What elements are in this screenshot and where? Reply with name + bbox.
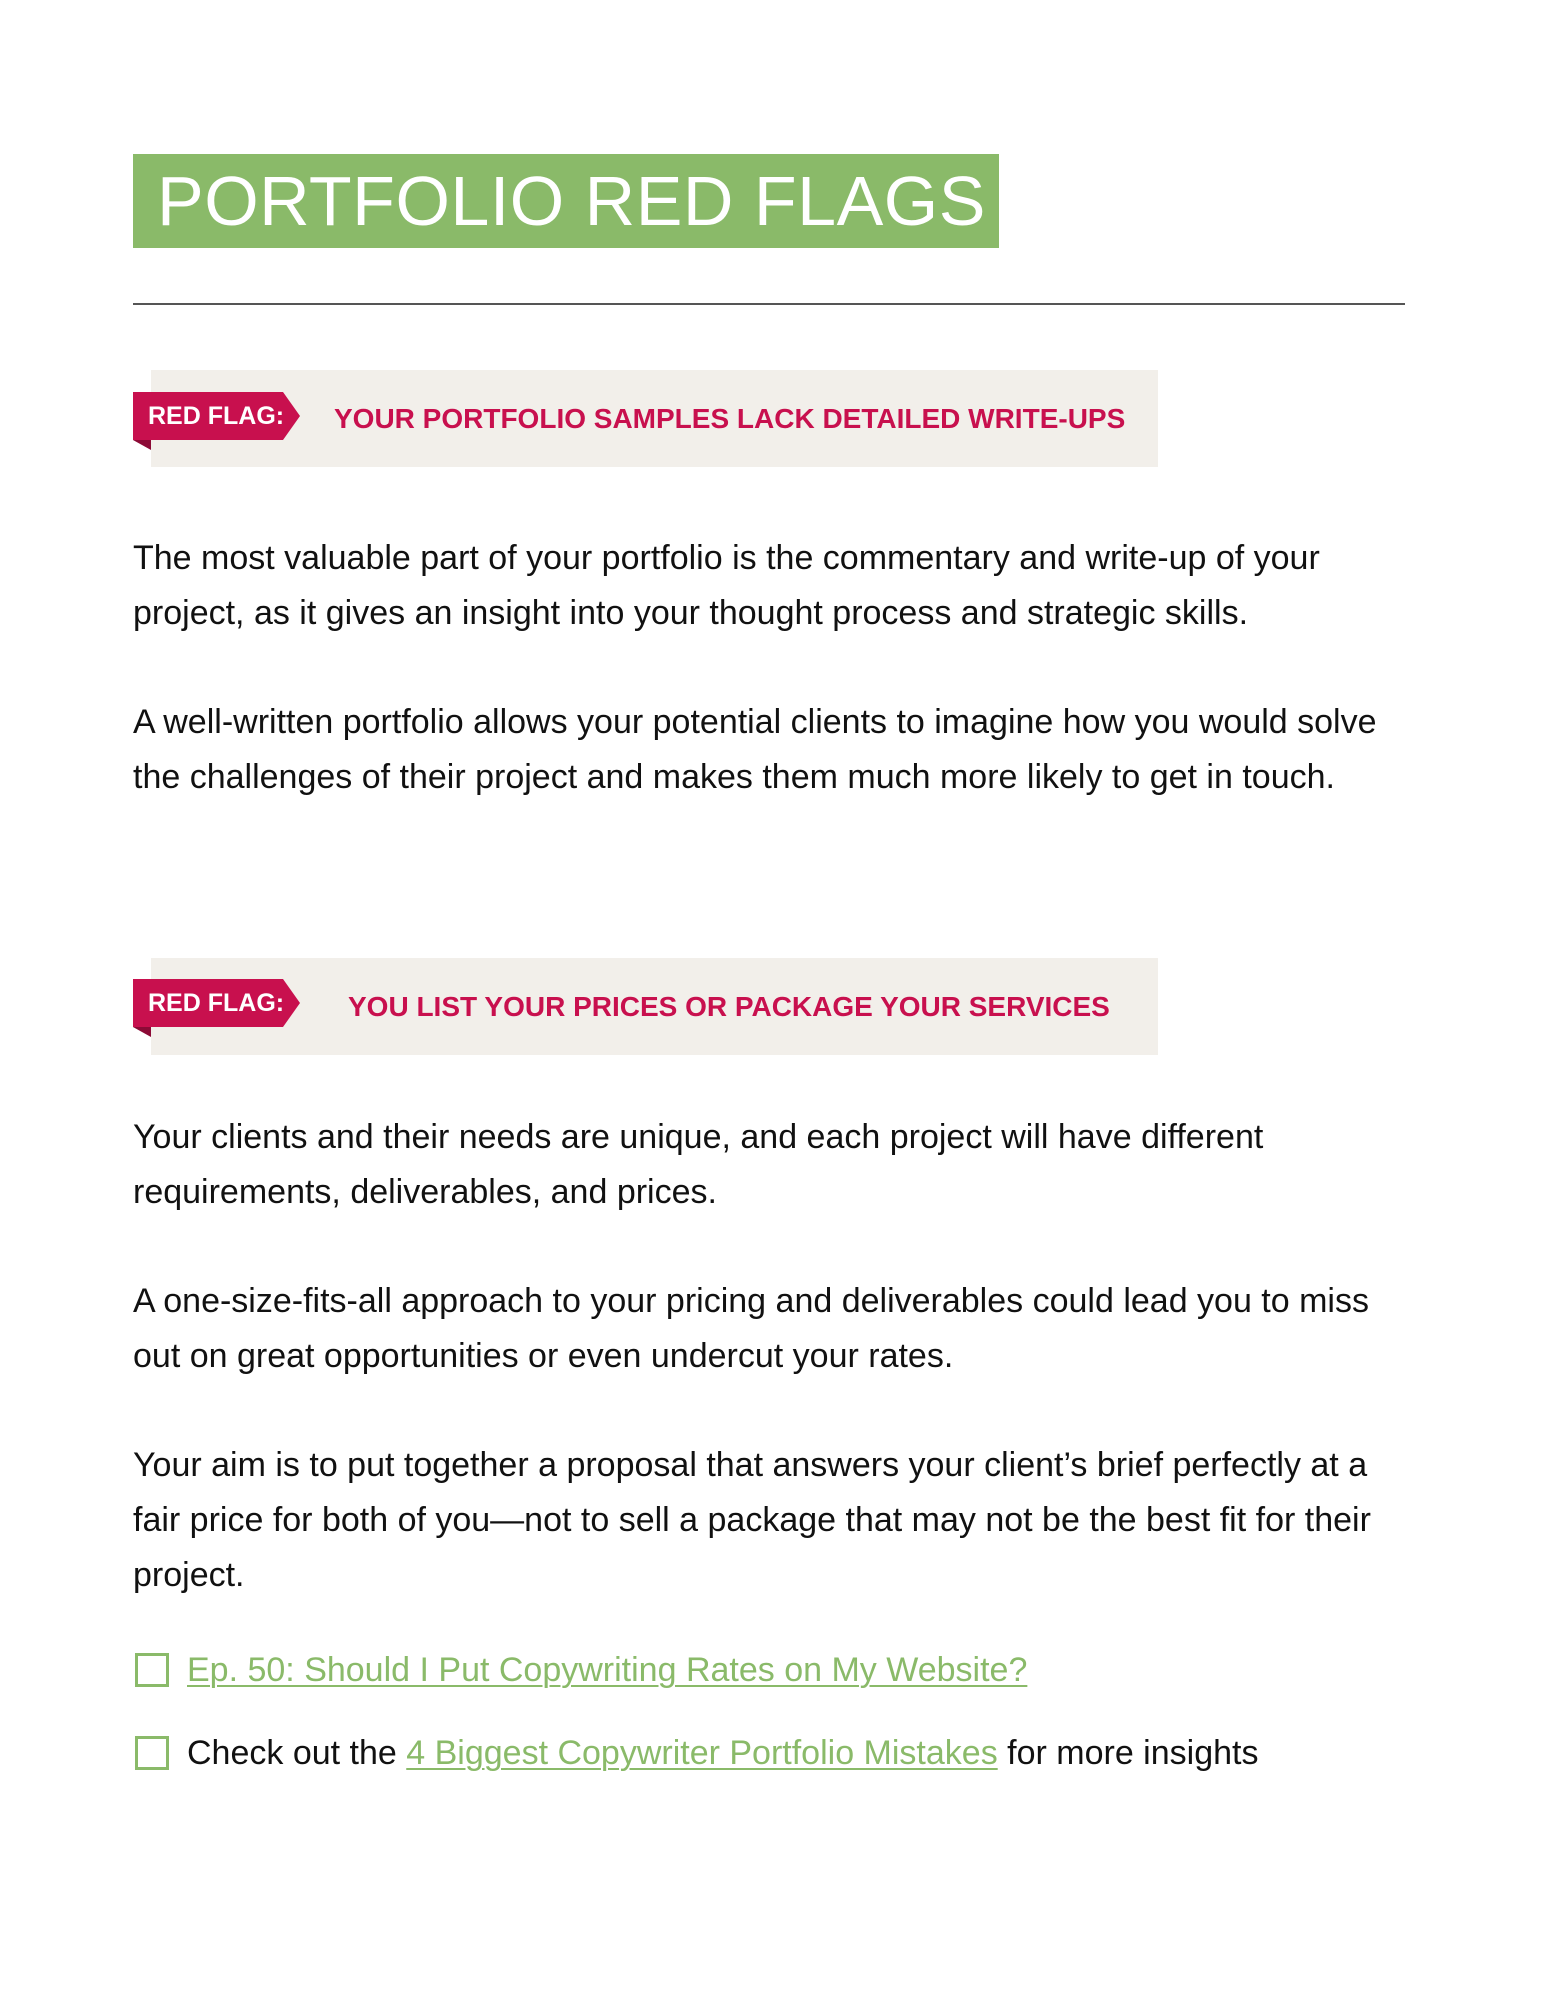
body-paragraph: A well-written portfolio allows your potential clients to imagine how you would solve the challenges of their project and makes them much more likely to get in touch. — [133, 703, 1377, 796]
body-paragraph: The most valuable part of your portfolio is the commentary and write-up of your project, as it gives an insight into your thought process and strategic skills. — [133, 539, 1320, 632]
page-title: PORTFOLIO RED FLAGS — [157, 162, 986, 240]
title-divider — [133, 303, 1405, 305]
checklist-item-2 — [187, 1731, 1258, 1775]
body-paragraph: Your clients and their needs are unique, and each project will have different requirements, deliverables, and prices. — [133, 1118, 1264, 1211]
checkbox[interactable] — [135, 1736, 169, 1770]
body-paragraph: Your aim is to put together a proposal that answers your client’s brief perfectly at a fair price for both of you—not to sell a package that may not be the best fit for their project. — [133, 1446, 1371, 1594]
page-title-banner — [133, 154, 999, 248]
portfolio-mistakes-link[interactable]: 4 Biggest Copywriter Portfolio Mistakes — [406, 1734, 998, 1772]
checklist-item-1 — [187, 1648, 1027, 1692]
checkbox[interactable] — [135, 1653, 169, 1687]
episode-link[interactable]: Ep. 50: Should I Put Copywriting Rates on My Website? — [187, 1651, 1028, 1689]
checklist-item-prefix: Check out the — [187, 1734, 407, 1772]
red-flag-tag-label-2: RED FLAG: — [148, 989, 285, 1017]
red-flag-tag-fold-1 — [133, 440, 151, 450]
red-flag-tag-label-1: RED FLAG: — [148, 402, 285, 430]
red-flag-heading-2: YOU LIST YOUR PRICES OR PACKAGE YOUR SERVICES — [348, 991, 1110, 1022]
red-flag-tag-fold-2 — [133, 1027, 151, 1037]
red-flag-heading-1: YOUR PORTFOLIO SAMPLES LACK DETAILED WRITE-UPS — [334, 403, 1126, 434]
checklist-item-suffix: for more insights — [997, 1734, 1259, 1772]
body-paragraph: A one-size-fits-all approach to your pricing and deliverables could lead you to miss out on great opportunities or even undercut your rates. — [133, 1282, 1369, 1375]
